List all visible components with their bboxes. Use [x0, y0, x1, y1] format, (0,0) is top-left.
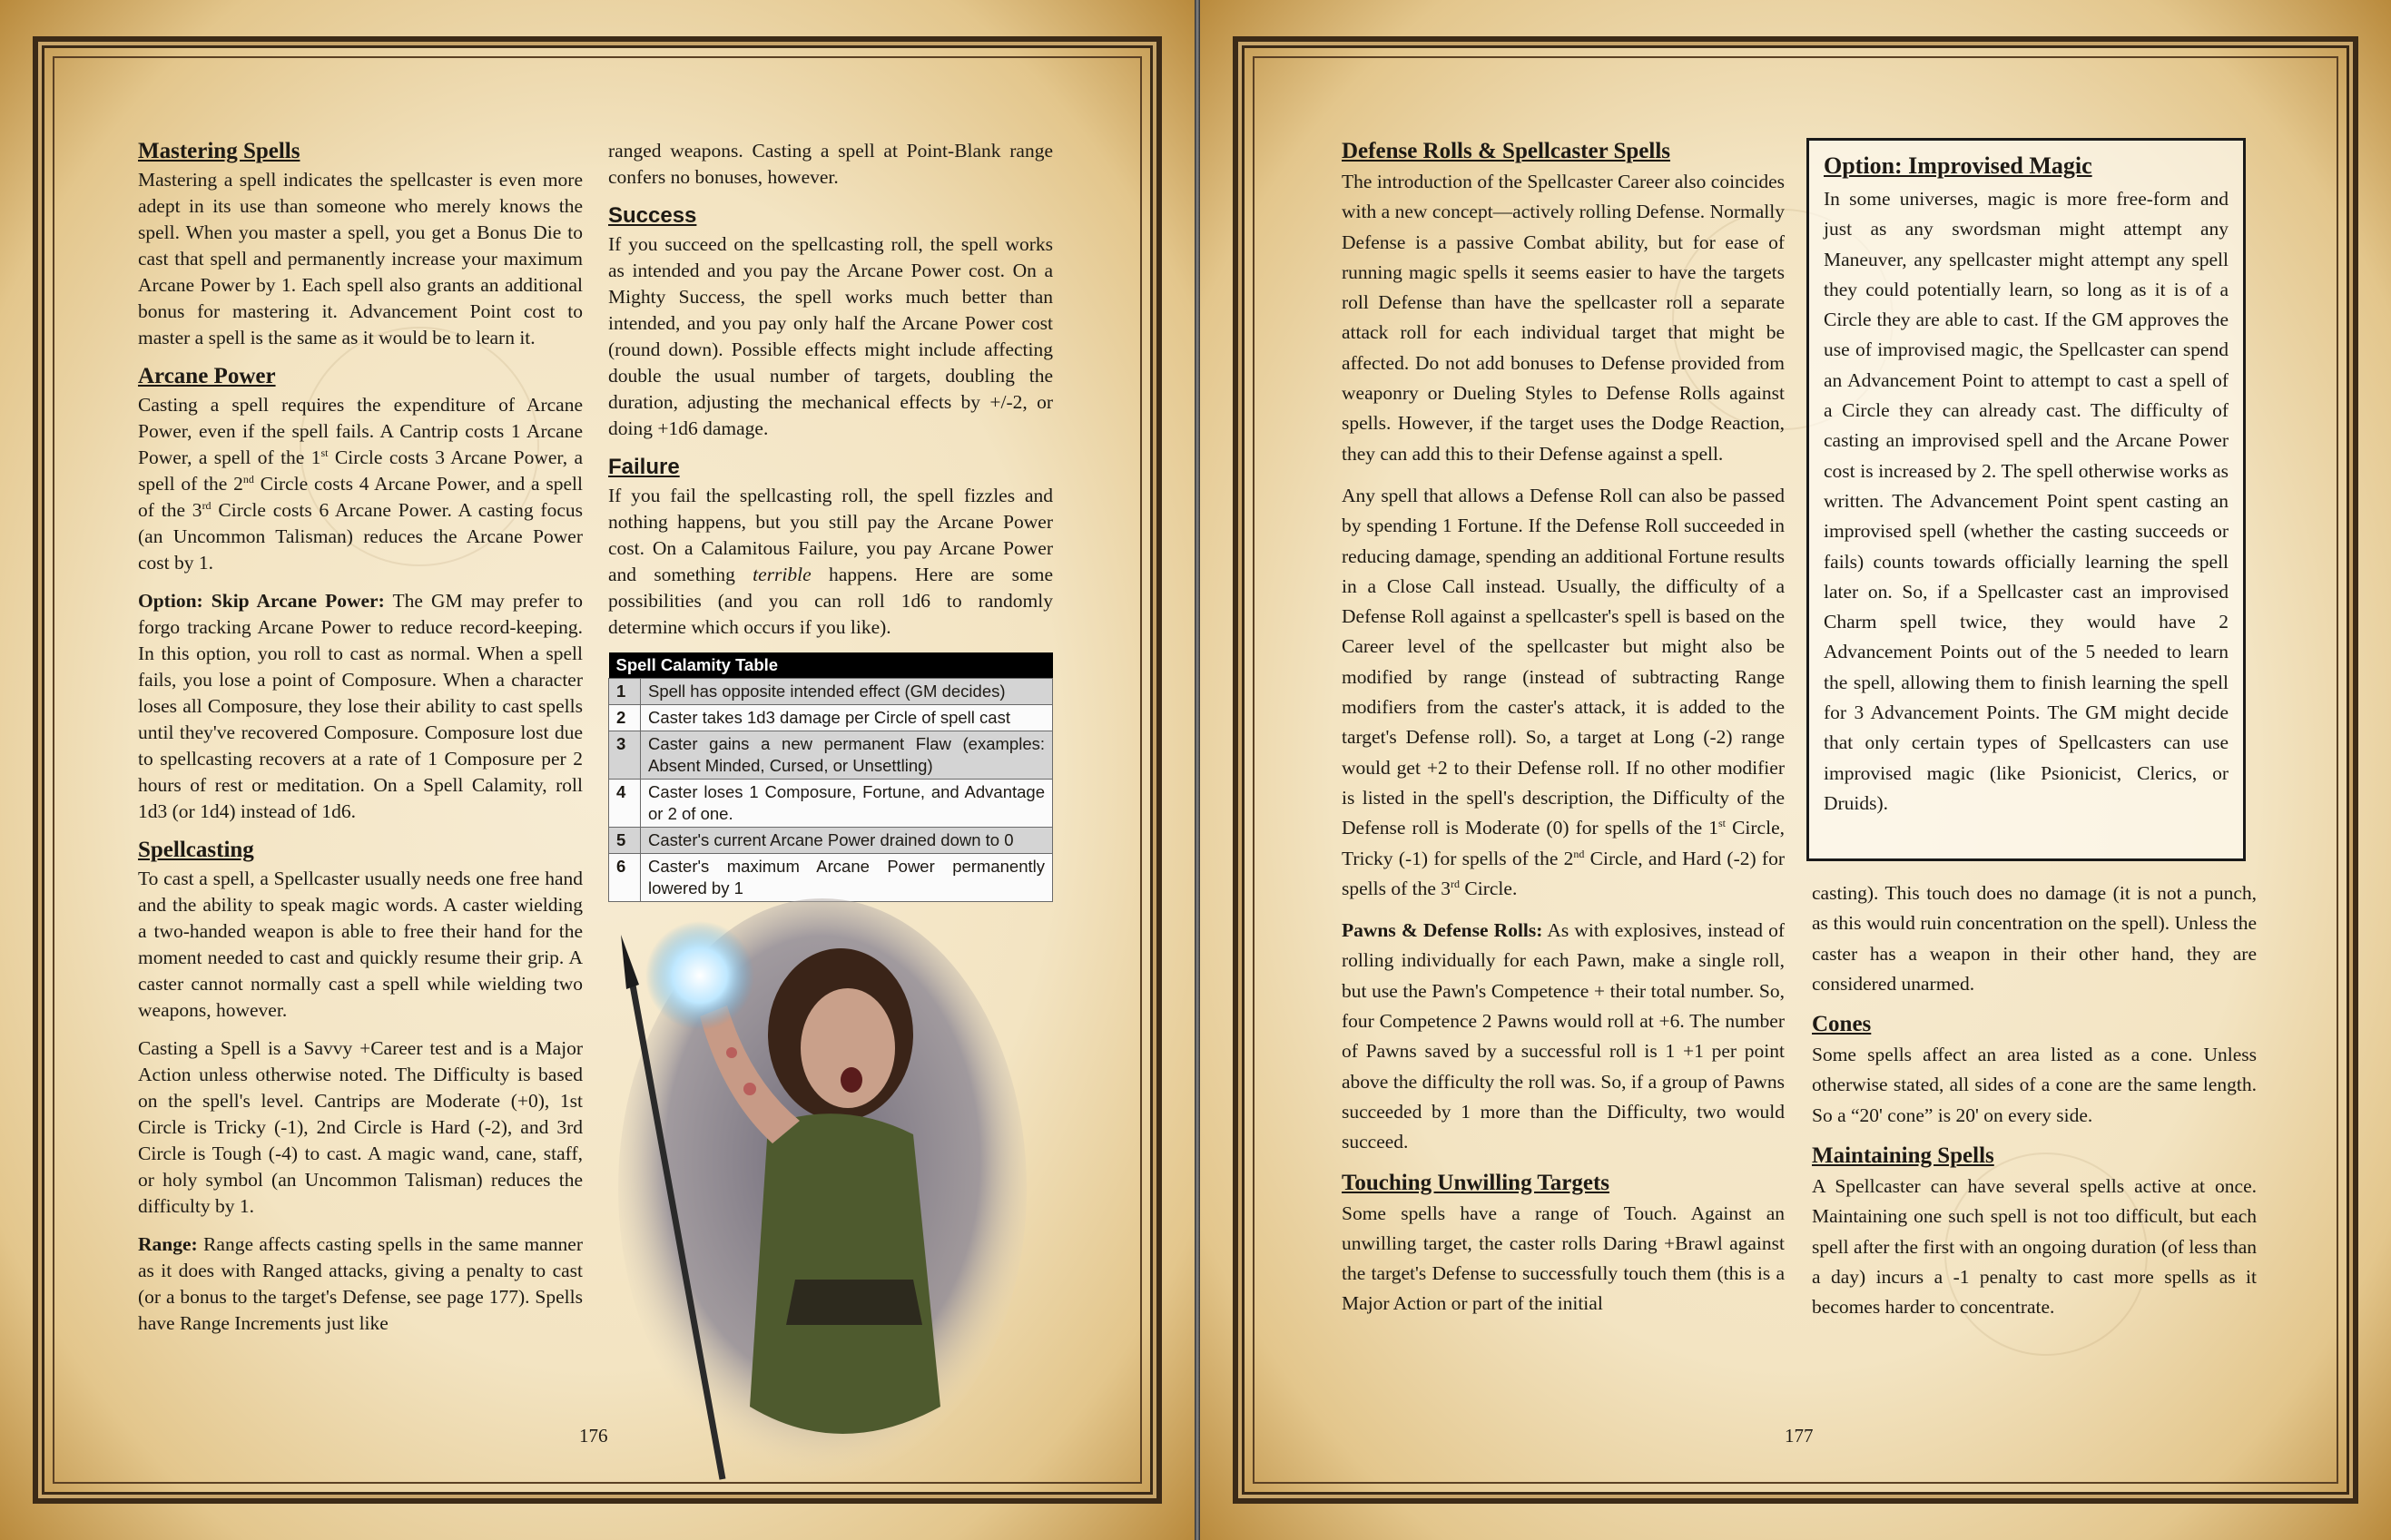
table-row-text: Caster takes 1d3 damage per Circle of spell cast	[641, 705, 1053, 731]
paragraph-arcane-power: Casting a spell requires the expenditure of Arcane Power, even if the spell fails. A Cantrip costs 1 Arcane Power, a spell of the 1st Circle costs 3 Arcane Power, a spell of the 2nd Circle costs 4 Arcane Power, and a spell of the 3rd Circle costs 6 Arcane Power. A casting focus (an Uncommon Talisman) reduces the Arcane Power cost by 1.	[138, 394, 583, 574]
heading-mastering-spells: Mastering Spells	[138, 139, 300, 163]
table-row	[609, 828, 1053, 854]
right-column-1	[1342, 138, 1785, 1331]
paragraph-defense-rolls: The introduction of the Spellcaster Career also coincides with a new concept—actively rolling Defense. Normally Defense is a passive Combat ability, but for ease of running magic spells it seems easier to have the targets roll Defense than have the spellcaster roll a separate attack roll for each individual target that might be affected. Do not add bonuses to Defense provided from weaponry or Dueling Styles to Defense Rolls against spells. However, if the target uses the Dodge Reaction, they can add this to their Defense against a spell.	[1342, 171, 1785, 465]
table-title: Spell Calamity Table	[609, 652, 1053, 679]
table-row-number: 4	[609, 780, 641, 828]
sidebar-improvised-magic	[1806, 138, 2246, 861]
page-number-176: 176	[579, 1425, 608, 1447]
heading-touching-unwilling: Touching Unwilling Targets	[1342, 1170, 1610, 1195]
spell-calamity-table	[608, 652, 1053, 902]
heading-defense-rolls: Defense Rolls & Spellcaster Spells	[1342, 139, 1671, 163]
spellcaster-illustration	[614, 898, 1031, 1497]
table-row	[609, 731, 1053, 780]
page-number-177: 177	[1785, 1425, 1814, 1447]
table-row-number: 6	[609, 854, 641, 902]
sidebar-text: In some universes, magic is more free-form and just as any swordsman might attempt any Maneuver, any spellcaster might attempt any spell they could potentially learn, so long as it is of a Circle they are able to cast. If the GM approves the use of improvised magic, the Spellcaster can spend an Advancement Point to attempt to cast a spell of a Circle they can already cast. The difficulty of casting an improvised spell and the Arcane Power cost is increased by 2. The spell otherwise works as written. The Advancement Point spent casting an improvised spell (whether the casting succeeds or fails) counts towards officially learning the spell later on. So, if a Spellcaster cast an improvised Charm spell twice, they would have 2 Advancement Points out of the 5 needed to learn the spell, allowing them to finish learning the spell for 3 Advancement Points. The GM might decide that only certain types of Spellcasters can use improvised magic (like Psionicist, Clerics, or Druids).	[1824, 188, 2229, 814]
paragraph-range-continued: ranged weapons. Casting a spell at Point-Blank range confers no bonuses, however.	[608, 140, 1053, 188]
table-row-text: Spell has opposite intended effect (GM decides)	[641, 679, 1053, 705]
table-row	[609, 679, 1053, 705]
paragraph-maintaining: A Spellcaster can have several spells active at once. Maintaining one such spell is not too difficult, but each spell after the first with an ongoing duration (of less than a day) incurs a -1 penalty to cast more spells as it becomes harder to concentrate.	[1812, 1175, 2257, 1319]
table-row	[609, 705, 1053, 731]
heading-failure: Failure	[608, 455, 680, 479]
heading-arcane-power: Arcane Power	[138, 364, 276, 388]
left-column-1	[138, 138, 583, 1349]
table-row-number: 2	[609, 705, 641, 731]
table-row	[609, 780, 1053, 828]
paragraph-failure: If you fail the spellcasting roll, the spell fizzles and nothing happens, but you still pay the Arcane Power cost. On a Calamitous Failure, you pay Arcane Power and something terrible happens. Here are some possibilities (and you can roll 1d6 to randomly determine which occurs if you like).	[608, 485, 1053, 638]
table-row-text: Caster's current Arcane Power drained down to 0	[641, 828, 1053, 854]
table-row-text: Caster's maximum Arcane Power permanently lowered by 1	[641, 854, 1053, 902]
paragraph-spellcasting: To cast a spell, a Spellcaster usually needs one free hand and the ability to speak magic words. A caster wielding a two-handed weapon is able to free their hand for the moment needed to cast and quickly resume their grip. A caster cannot normally cast a spell while wielding two weapons, however.	[138, 868, 583, 1021]
paragraph-pawns: Pawns & Defense Rolls: As with explosives, instead of rolling individually for each Pawn, make a single roll, but use the Pawn's Competence + their total number. So, four Competence 2 Pawns would roll at +6. The number of Pawns saved by a successful roll is 1 +1 per point above the difficulty the roll was. So, if a group of Pawns succeeded by 1 more than the Difficulty, two would succeed.	[1342, 919, 1785, 1153]
heading-cones: Cones	[1812, 1012, 1872, 1037]
paragraph-casting-test: Casting a Spell is a Savvy +Career test and is a Major Action unless otherwise noted. The Difficulty is based on the spell's level. Cantrips are Moderate (+0), 1st Circle is Tricky (-1), 2nd Circle is Hard (-2), and 3rd Circle is Tough (-4) to cast. A magic wand, cane, staff, or holy symbol (an Uncommon Talisman) reduces the difficulty by 1.	[138, 1037, 583, 1217]
paragraph-skip-arcane: Option: Skip Arcane Power: The GM may prefer to forgo tracking Arcane Power to reduce record-keeping. In this option, you roll to cast as normal. When a spell fails, you lose a point of Composure. When a character loses all Composure, they lose their ability to cast spells until they've recovered Composure. Composure lost due to spellcasting recovers at a rate of 1 Composure per 2 hours of rest or meditation. On a Spell Calamity, roll 1d3 (or 1d4) instead of 1d6.	[138, 590, 583, 822]
heading-maintaining-spells: Maintaining Spells	[1812, 1143, 1994, 1169]
table-row-number: 1	[609, 679, 641, 705]
paragraph-cones: Some spells affect an area listed as a cone. Unless otherwise stated, all sides of a cone are the same length. So a “20' cone” is 20' on every side.	[1812, 1044, 2257, 1126]
paragraph-touching: Some spells have a range of Touch. Against an unwilling target, the caster rolls Daring +Brawl against the target's Defense to successfully touch them (this is a Major Action or part of the initial	[1342, 1202, 1785, 1315]
heading-spellcasting: Spellcasting	[138, 838, 254, 862]
paragraph-mastering: Mastering a spell indicates the spellcaster is even more adept in its use than someone who merely knows the spell. When you master a spell, you get a Bonus Die to cast that spell and permanently increase your maximum Arcane Power by 1. Each spell also grants an additional bonus for mastering it. Advancement Point cost to master a spell is the same as it would be to learn it.	[138, 169, 583, 348]
sidebar-heading: Option: Improvised Magic	[1824, 152, 2092, 179]
heading-success: Success	[608, 203, 697, 228]
paragraph-touching-continued: casting). This touch does no damage (it is not a punch, as this would ruin concentration on the spell). Unless the caster has a weapon in their other hand, they are considered unarmed.	[1812, 882, 2257, 995]
table-row-number: 3	[609, 731, 641, 780]
table-row-text: Caster loses 1 Composure, Fortune, and Advantage or 2 of one.	[641, 780, 1053, 828]
left-column-2	[608, 138, 1053, 902]
table-row	[609, 854, 1053, 902]
right-column-2	[1812, 878, 2257, 1335]
left-page	[0, 0, 1195, 1540]
paragraph-any-spell: Any spell that allows a Defense Roll can also be passed by spending 1 Fortune. If the Defense Roll succeeded in reducing damage, spending an additional Fortune results in a Close Call instead. Usually, the difficulty of a Defense Roll against a spellcaster's spell is based on the Career level of the spellcaster but might also be modified by range (instead of subtracting Range modifiers from the caster's attack, it is added to the target's Defense roll). So, a target at Long (-2) range would get +2 to their Defense roll. If no other modifier is listed in the spell's description, the Difficulty of the Defense roll is Moderate (0) for spells of the 1st Circle, Tricky (-1) for spells of the 2nd Circle, and Hard (-2) for spells of the 3rd Circle.	[1342, 484, 1785, 899]
table-row-text: Caster gains a new permanent Flaw (examples: Absent Minded, Cursed, or Unsettling)	[641, 731, 1053, 780]
paragraph-success: If you succeed on the spellcasting roll, the spell works as intended and you pay the Arcane Power cost. On a Mighty Success, the spell works much better than intended, and you pay only half the Arcane Power cost (round down). Possible effects might include affecting double the usual number of targets, doubling the duration, adjusting the mechanical effects by +/-2, or doing +1d6 damage.	[608, 233, 1053, 439]
table-row-number: 5	[609, 828, 641, 854]
paragraph-range: Range: Range affects casting spells in the same manner as it does with Ranged attacks, giving a penalty to cast (or a bonus to the target's Defense, see page 177). Spells have Range Increments just like	[138, 1233, 583, 1334]
